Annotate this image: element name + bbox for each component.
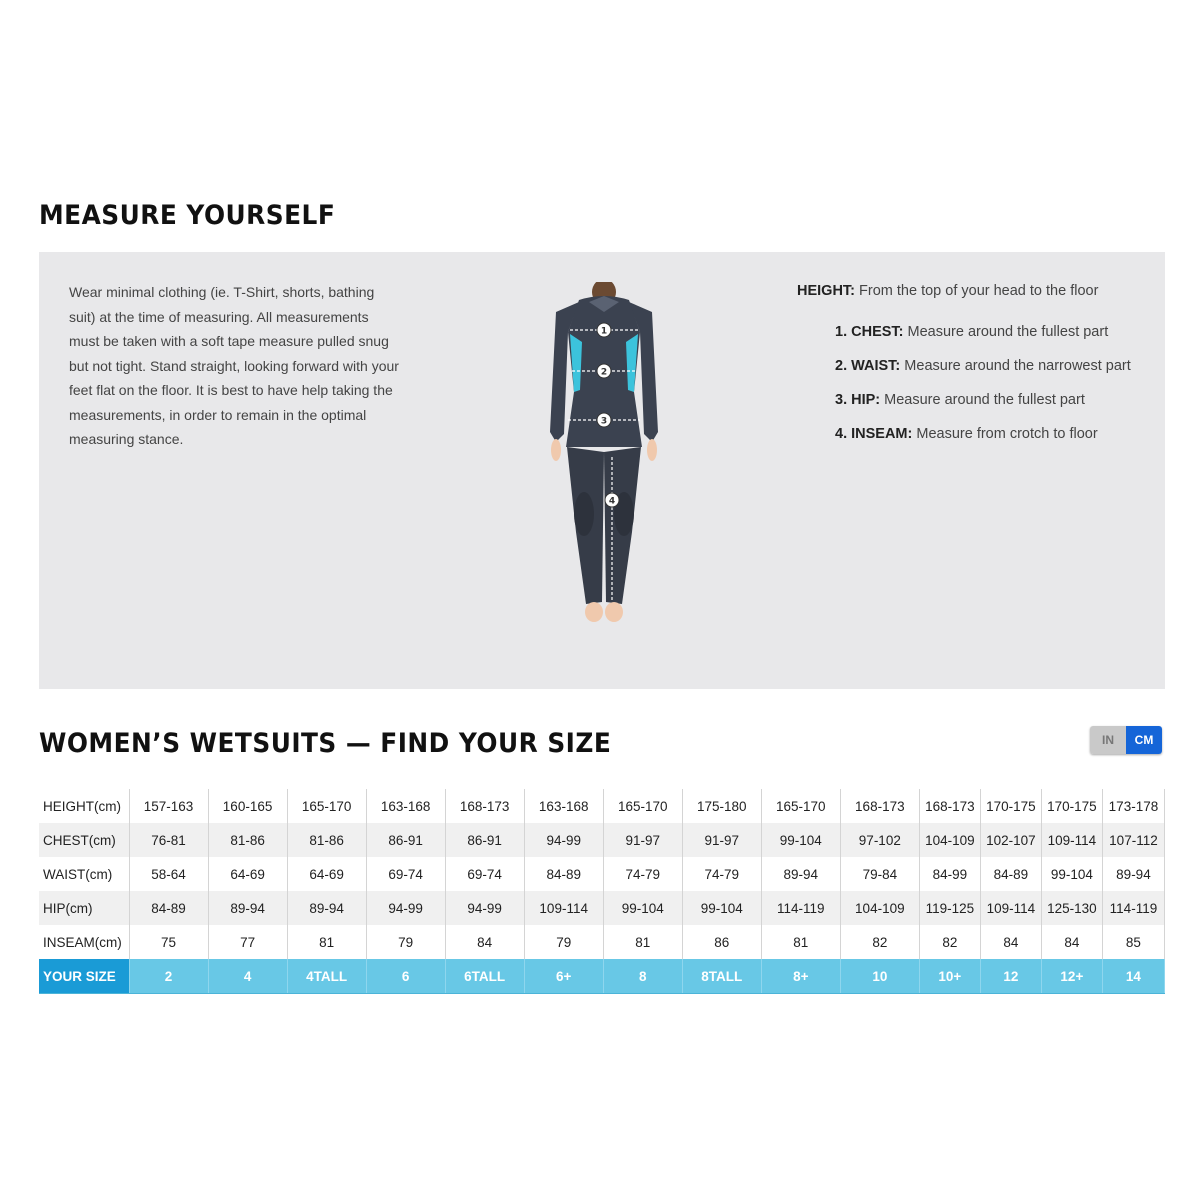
row-label: HEIGHT(cm) xyxy=(39,789,129,823)
table-cell: 81 xyxy=(287,925,366,959)
wetsuit-figure-image xyxy=(534,282,674,627)
table-cell: 102-107 xyxy=(980,823,1041,857)
measure-panel xyxy=(39,252,1165,689)
table-cell: 75 xyxy=(129,925,208,959)
table-cell: 84-99 xyxy=(919,857,980,891)
table-cell: 125-130 xyxy=(1041,891,1102,925)
table-cell: 114-119 xyxy=(1102,891,1164,925)
unit-cm-button[interactable]: CM xyxy=(1126,726,1162,754)
unit-in-button[interactable]: IN xyxy=(1090,726,1126,754)
height-instruction xyxy=(797,280,1147,302)
table-row xyxy=(39,789,1165,823)
table-cell: 168-173 xyxy=(919,789,980,823)
table-cell: 81-86 xyxy=(208,823,287,857)
measure-yourself-heading: MEASURE YOURSELF xyxy=(39,200,336,231)
size-chart-heading: WOMEN’S WETSUITS — FIND YOUR SIZE xyxy=(39,728,612,759)
height-label: HEIGHT: xyxy=(797,283,855,299)
table-cell: 170-175 xyxy=(1041,789,1102,823)
table-cell: 14 xyxy=(1102,959,1164,994)
table-cell: 74-79 xyxy=(603,857,682,891)
table-cell: 97-102 xyxy=(840,823,919,857)
table-cell: 170-175 xyxy=(980,789,1041,823)
table-cell: 4 xyxy=(208,959,287,994)
table-cell: 8TALL xyxy=(682,959,761,994)
unit-toggle[interactable] xyxy=(1090,726,1162,754)
marker-4: 4 xyxy=(608,496,616,507)
table-cell: 58-64 xyxy=(129,857,208,891)
table-cell: 6 xyxy=(366,959,445,994)
table-cell: 99-104 xyxy=(761,823,840,857)
table-cell: 84-89 xyxy=(129,891,208,925)
table-cell: 69-74 xyxy=(366,857,445,891)
your-size-row xyxy=(39,959,1165,994)
table-cell: 157-163 xyxy=(129,789,208,823)
table-cell: 94-99 xyxy=(524,823,603,857)
table-cell: 109-114 xyxy=(980,891,1041,925)
table-cell: 10 xyxy=(840,959,919,994)
table-cell: 86-91 xyxy=(445,823,524,857)
height-text: From the top of your head to the floor xyxy=(859,283,1099,299)
table-cell: 94-99 xyxy=(366,891,445,925)
table-cell: 85 xyxy=(1102,925,1164,959)
table-cell: 12+ xyxy=(1041,959,1102,994)
point-label: 1. CHEST: xyxy=(835,324,904,340)
row-label: YOUR SIZE xyxy=(39,959,129,994)
table-cell: 2 xyxy=(129,959,208,994)
table-cell: 79 xyxy=(524,925,603,959)
table-row xyxy=(39,925,1165,959)
table-cell: 168-173 xyxy=(840,789,919,823)
table-cell: 175-180 xyxy=(682,789,761,823)
table-cell: 81 xyxy=(761,925,840,959)
table-cell: 163-168 xyxy=(524,789,603,823)
table-cell: 77 xyxy=(208,925,287,959)
point-text: Measure around the fullest part xyxy=(884,392,1085,408)
row-label: CHEST(cm) xyxy=(39,823,129,857)
table-cell: 160-165 xyxy=(208,789,287,823)
table-cell: 84 xyxy=(445,925,524,959)
table-cell: 165-170 xyxy=(287,789,366,823)
table-cell: 81-86 xyxy=(287,823,366,857)
table-cell: 84 xyxy=(1041,925,1102,959)
table-cell: 104-109 xyxy=(919,823,980,857)
table-cell: 12 xyxy=(980,959,1041,994)
table-cell: 91-97 xyxy=(603,823,682,857)
table-cell: 165-170 xyxy=(761,789,840,823)
table-cell: 82 xyxy=(840,925,919,959)
table-cell: 109-114 xyxy=(524,891,603,925)
table-cell: 81 xyxy=(603,925,682,959)
table-cell: 8+ xyxy=(761,959,840,994)
table-row xyxy=(39,823,1165,857)
table-cell: 168-173 xyxy=(445,789,524,823)
table-cell: 89-94 xyxy=(287,891,366,925)
table-cell: 119-125 xyxy=(919,891,980,925)
table-cell: 173-178 xyxy=(1102,789,1164,823)
table-cell: 10+ xyxy=(919,959,980,994)
table-cell: 82 xyxy=(919,925,980,959)
table-cell: 84-89 xyxy=(524,857,603,891)
measurement-legend xyxy=(797,280,1147,456)
table-cell: 107-112 xyxy=(1102,823,1164,857)
table-cell: 91-97 xyxy=(682,823,761,857)
point-label: 2. WAIST: xyxy=(835,358,901,374)
table-cell: 6+ xyxy=(524,959,603,994)
point-inseam xyxy=(835,422,1147,447)
table-cell: 76-81 xyxy=(129,823,208,857)
marker-3: 3 xyxy=(600,416,608,427)
table-cell: 104-109 xyxy=(840,891,919,925)
table-cell: 84 xyxy=(980,925,1041,959)
table-cell: 79-84 xyxy=(840,857,919,891)
table-cell: 4TALL xyxy=(287,959,366,994)
table-cell: 163-168 xyxy=(366,789,445,823)
row-label: WAIST(cm) xyxy=(39,857,129,891)
point-chest xyxy=(835,320,1147,345)
table-cell: 6TALL xyxy=(445,959,524,994)
marker-1: 1 xyxy=(600,326,608,337)
point-text: Measure around the narrowest part xyxy=(904,358,1131,374)
measurement-points xyxy=(797,320,1147,447)
table-cell: 84-89 xyxy=(980,857,1041,891)
table-cell: 74-79 xyxy=(682,857,761,891)
table-row xyxy=(39,891,1165,925)
table-cell: 99-104 xyxy=(1041,857,1102,891)
table-cell: 89-94 xyxy=(208,891,287,925)
point-text: Measure from crotch to floor xyxy=(916,426,1098,442)
point-waist xyxy=(835,354,1147,379)
size-table xyxy=(39,789,1165,994)
table-cell: 109-114 xyxy=(1041,823,1102,857)
table-cell: 89-94 xyxy=(1102,857,1164,891)
table-cell: 64-69 xyxy=(287,857,366,891)
measuring-instructions: Wear minimal clothing (ie. T-Shirt, shorts, bathing suit) at the time of measuring. All measurements must be taken with a soft tape measure pulled snug but not tight. Stand straight, looking forward with your feet flat on the floor. It is best to have help taking the measurements, in order to remain in the optimal measuring stance. xyxy=(69,284,399,447)
point-label: 3. HIP: xyxy=(835,392,881,408)
table-cell: 94-99 xyxy=(445,891,524,925)
table-cell: 86 xyxy=(682,925,761,959)
table-cell: 165-170 xyxy=(603,789,682,823)
table-cell: 89-94 xyxy=(761,857,840,891)
table-cell: 64-69 xyxy=(208,857,287,891)
table-cell: 86-91 xyxy=(366,823,445,857)
table-cell: 99-104 xyxy=(603,891,682,925)
table-cell: 8 xyxy=(603,959,682,994)
row-label: INSEAM(cm) xyxy=(39,925,129,959)
table-cell: 114-119 xyxy=(761,891,840,925)
row-label: HIP(cm) xyxy=(39,891,129,925)
point-hip xyxy=(835,388,1147,413)
table-cell: 69-74 xyxy=(445,857,524,891)
point-text: Measure around the fullest part xyxy=(907,324,1109,340)
point-label: 4. INSEAM: xyxy=(835,426,913,442)
table-cell: 79 xyxy=(366,925,445,959)
marker-2: 2 xyxy=(600,367,608,378)
table-cell: 99-104 xyxy=(682,891,761,925)
table-row xyxy=(39,857,1165,891)
